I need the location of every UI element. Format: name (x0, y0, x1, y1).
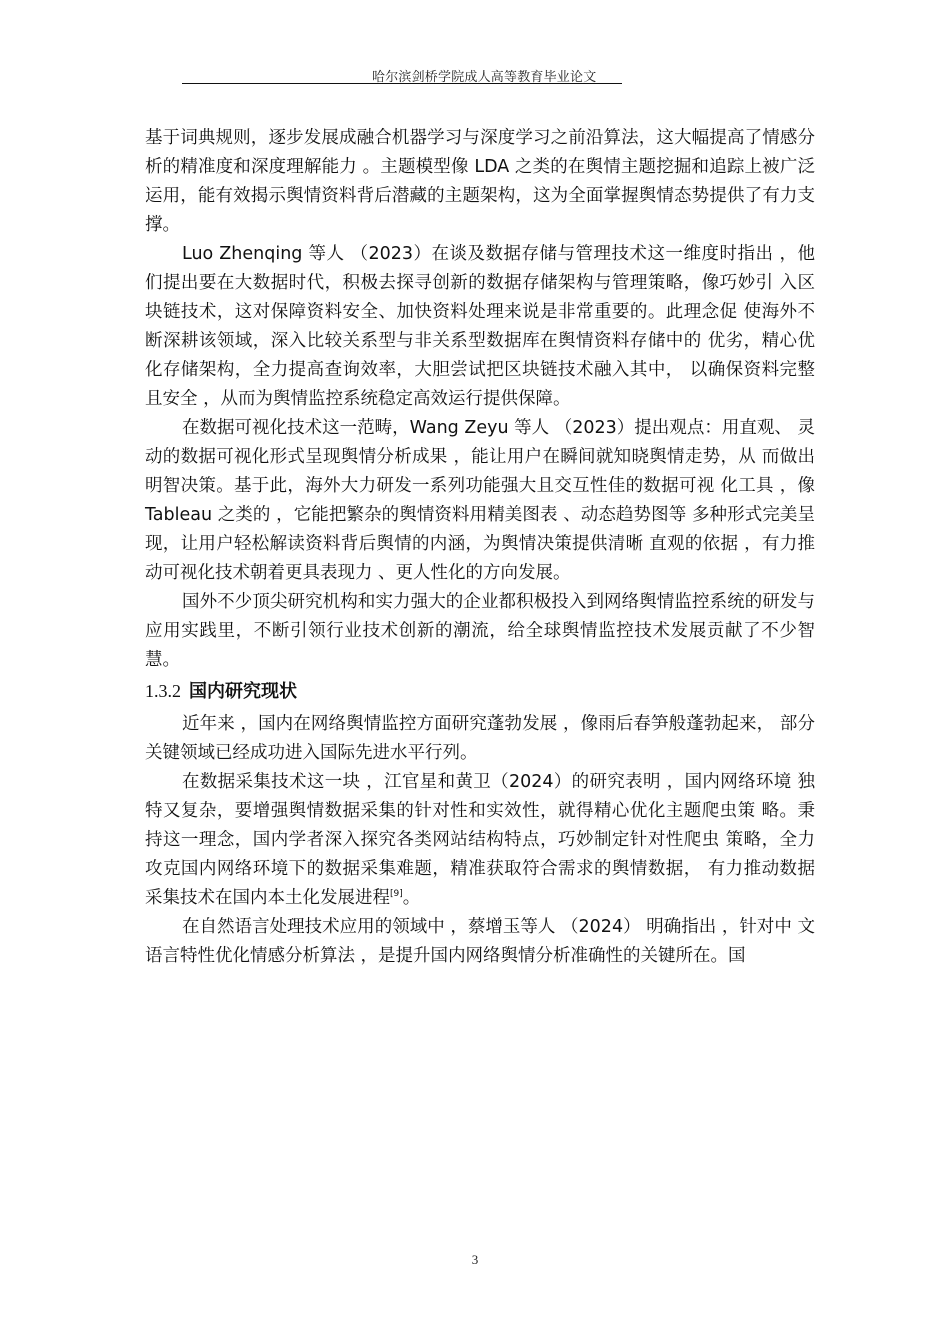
paragraph-1: 基于词典规则，逐步发展成融合机器学习与深度学习之前沿算法，这大幅提高了情感分析的精准度和深度理解能力 。主题模型像 LDA 之类的在舆情主题挖掘和追踪上被广泛运用，能有效揭示舆情资料背后潜藏的主题架构，这为全面掌握舆情态势提供了有力支撑。 (145, 128, 815, 235)
paragraph-3: 在数据可视化技术这一范畴，Wang Zeyu 等人 （2023）提出观点：用直观、 灵动的数据可视化形式呈现舆情分析成果 ，能让用户在瞬间就知晓舆情走势，从 而做出明智决策。基于此，海外大力研发一系列功能强大且交互性佳的数据可视 化工具 ，像 Tableau 之类的 ，它能把繁杂的舆情资料用精美图表 、动态趋势图等 多种形式完美呈现，让用户轻松解读资料背后舆情的内涵，为舆情决策提供清晰 直观的依据 ，有力推动可视化技术朝着更具表现力 、更人性化的方向发展。 (145, 418, 815, 583)
paragraph-6-text: 在数据采集技术这一块 ，江官星和黄卫（2024）的研究表明 ，国内网络环境 独特又复杂，要增强舆情数据采集的针对性和实效性，就得精心优化主题爬虫策 略。秉持这一理念，国内学者深入探究各类网站结构特点，巧妙制定针对性爬虫 策略，全力攻克国内网络环境下的数据采集难题，精准获取符合需求的舆情数据， 有力推动数据采集技术在国内本土化发展进程 (145, 772, 815, 908)
section-heading (145, 676, 815, 710)
body-text (145, 124, 815, 971)
citation-marker[interactable]: [9] (390, 889, 403, 900)
running-header: 哈尔滨剑桥学院成人高等教育毕业论文 (372, 70, 597, 85)
paragraph-5: 近年来 ，国内在网络舆情监控方面研究蓬勃发展 ，像雨后春笋般蓬勃起来， 部分关键领域已经成功进入国际先进水平行列。 (145, 714, 815, 763)
paragraph-6 (145, 768, 815, 913)
section-number: 1.3.2 (145, 681, 181, 701)
paragraph-6-end: 。 (402, 888, 421, 908)
section-title: 国内研究现状 (189, 681, 297, 702)
paragraph-2: Luo Zhenqing 等人 （2023）在谈及数据存储与管理技术这一维度时指出 ，他 们提出要在大数据时代，积极去探寻创新的数据存储架构与管理策略，像巧妙引 入区块链技术，这对保障资料安全、加快资料处理来说是非常重要的。此理念促 使海外不断深耕该领域，深入比较关系型与非关系型数据库在舆情资料存储中的 优劣，精心优化存储架构，全力提高查询效率，大胆尝试把区块链技术融入其中， 以确保资料完整且安全 ，从而为舆情监控系统稳定高效运行提供保障。 (145, 244, 815, 409)
page-number: 3 (471, 1252, 479, 1267)
paragraph-4: 国外不少顶尖研究机构和实力强大的企业都积极投入到网络舆情监控系统的研发与应用实践里，不断引领行业技术创新的潮流，给全球舆情监控技术发展贡献了不少智慧。 (145, 592, 815, 670)
header-rule (182, 83, 622, 84)
paragraph-7: 在自然语言处理技术应用的领域中 ，蔡增玉等人 （2024） 明确指出 ，针对中 文语言特性优化情感分析算法 ，是提升国内网络舆情分析准确性的关键所在。国 (145, 917, 815, 966)
